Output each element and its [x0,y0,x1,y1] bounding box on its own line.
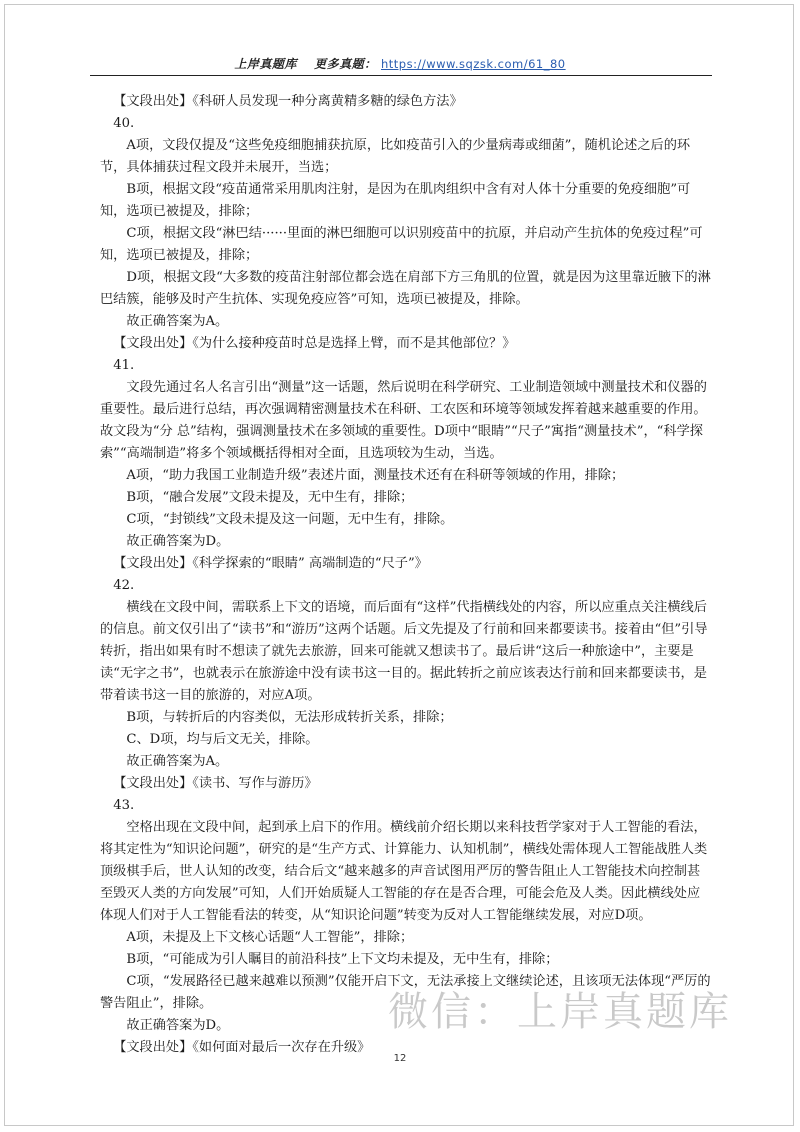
header-rule [90,75,712,76]
header-link[interactable]: https://www.sqzsk.com/61_80 [381,57,566,71]
explanation-paragraph: 空格出现在文段中间，起到承上启下的作用。横线前介绍长期以来科技哲学家对于人工智能的看法，将其定性为“知识论问题”，研究的是“生产方式、计算能力、认知机制”，横线处需体现人工智能战胜人类顶级棋手后，世人认知的改变，结合后文“越来越多的声音试图用严厉的警告阻止人工智能技术向控制甚至毁灭人类的方向发展”可知，人们开始质疑人工智能的存在是否合理，可能会危及人类。因此横线处应体现人们对于人工智能看法的转变，从“知识论问题”转变为反对人工智能继续发展，对应D项。 [100,820,708,923]
explanation-paragraph: 故正确答案为A。 [126,314,229,329]
source-citation: 【文段出处】《如何面对最后一次存在升级》 [113,1040,371,1055]
explanation-paragraph: 文段先通过名人名言引出“测量”这一话题，然后说明在科学研究、工业制造领域中测量技术和仪器的重要性。最后进行总结，再次强调精密测量技术在科研、工农医和环境等领域发挥着越来越重要的作用。故文段为“分 总”结构，强调测量技术在多领域的重要性。D项中“眼睛”“尺子”寓指“测量技术”，“科学探索”“高端制造”将多个领域概括得相对全面，且选项较为生动，当选。 [100,380,707,461]
question-number: 42. [113,578,135,593]
header-more-label: 更多真题： [314,57,377,71]
explanation-paragraph: 故正确答案为D。 [126,1018,230,1033]
explanation-paragraph: B项，与转折后的内容类似，无法形成转折关系，排除； [126,710,453,725]
source-citation: 【文段出处】《读书、写作与游历》 [113,776,318,791]
explanation-paragraph: C项，根据文段“淋巴结······里面的淋巴细胞可以识别疫苗中的抗原，并启动产生抗体的免疫过程”可知，选项已被提及，排除； [100,226,703,263]
explanation-paragraph: A项，“助力我国工业制造升级”表述片面，测量技术还有在科研等领域的作用，排除； [126,468,625,483]
header-brand: 上岸真题库 [234,57,297,71]
document-body [100,91,712,1059]
source-citation: 【文段出处】《科研人员发现一种分离黄精多糖的绿色方法》 [113,94,463,109]
source-citation: 【文段出处】《为什么接种疫苗时总是选择上臂，而不是其他部位？》 [113,336,516,351]
question-number: 43. [113,798,135,813]
explanation-paragraph: C、D项，均与后文无关，排除。 [126,732,319,747]
explanation-paragraph: B项，“可能成为引人瞩目的前沿科技”上下文均未提及，无中生有，排除； [126,952,559,967]
explanation-paragraph: D项，根据文段“大多数的疫苗注射部位都会选在肩部下方三角肌的位置，就是因为这里靠近腋下的淋巴结簇，能够及时产生抗体、实现免疫应答”可知，选项已被提及，排除。 [100,270,711,307]
page-header [0,55,800,72]
watermark: 微信：上岸真题库 [388,989,732,1035]
explanation-paragraph: B项，根据文段“疫苗通常采用肌肉注射，是因为在肌肉组织中含有对人体十分重要的免疫细胞”可知，选项已被提及，排除； [100,182,691,219]
explanation-paragraph: A项，文段仅提及“这些免疫细胞捕获抗原，比如疫苗引入的少量病毒或细菌”，随机论述之后的环节，具体捕获过程文段并未展开，当选； [100,138,691,175]
explanation-paragraph: 横线在文段中间，需联系上下文的语境，而后面有“这样”代指横线处的内容，所以应重点关注横线后的信息。前文仅引出了“读书”和“游历”这两个话题。后文先提及了行前和回来都要读书。接着由“但”引导转折，指出如果有时不想读了就先去旅游，回来可能就又想读书了。最后讲“这后一种旅途中”，主要是读“无字之书”，也就表示在旅游途中没有读书这一目的。据此转折之前应该表达行前和回来都要读书，是带着读书这一目的旅游的，对应A项。 [100,600,708,703]
explanation-paragraph: A项，未提及上下文核心话题“人工智能”，排除； [126,930,414,945]
question-number: 40. [113,116,135,131]
source-citation: 【文段出处】《科学探索的“眼睛” 高端制造的“尺子”》 [113,556,428,571]
page-number: 12 [393,1053,407,1064]
explanation-paragraph: C项，“封锁线”文段未提及这一问题，无中生有，排除。 [126,512,454,527]
explanation-paragraph: 故正确答案为D。 [126,534,230,549]
explanation-paragraph: C项，“发展路径已越来越难以预测”仅能开启下文，无法承接上文继续论述，且该项无法体现“严厉的警告阻止”，排除。 [100,974,711,1011]
question-number: 41. [113,358,135,373]
explanation-paragraph: B项，“融合发展”文段未提及，无中生有，排除； [126,490,414,505]
explanation-paragraph: 故正确答案为A。 [126,754,229,769]
